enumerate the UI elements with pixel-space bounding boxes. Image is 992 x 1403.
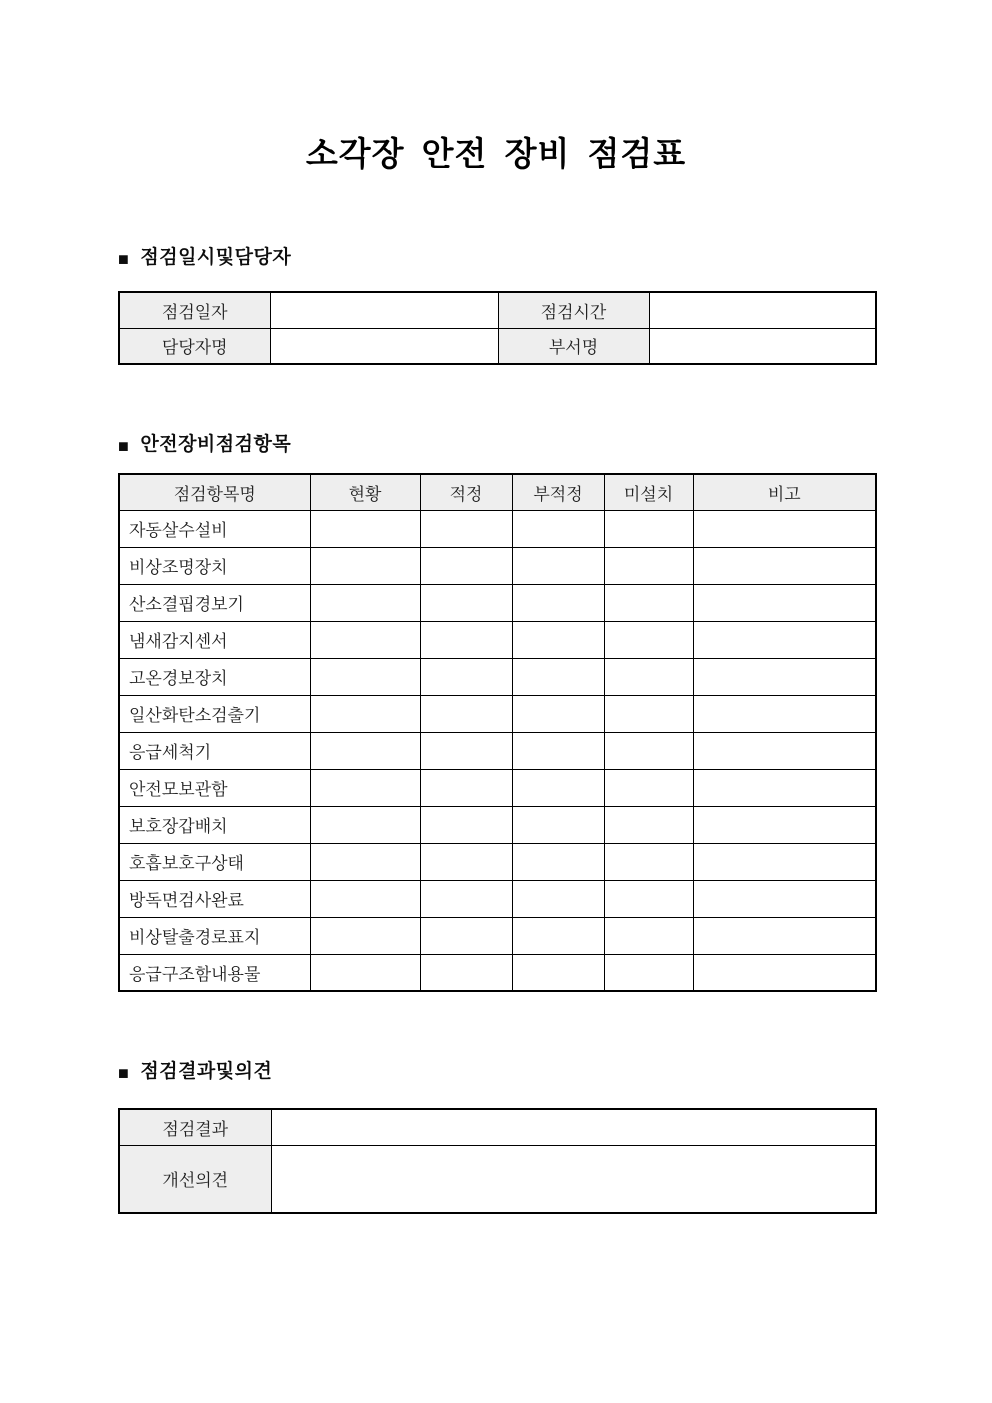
not-installed-cell — [604, 843, 693, 880]
field-label: 점검시간 — [498, 292, 649, 328]
field-value — [271, 1109, 876, 1145]
item-name-cell: 냄새감지센서 — [119, 621, 310, 658]
field-value — [270, 328, 498, 364]
equipment-item-row — [119, 806, 876, 843]
adequate-cell — [420, 510, 512, 547]
field-value — [649, 292, 876, 328]
not-installed-cell — [604, 917, 693, 954]
remarks-cell — [693, 954, 876, 991]
not-installed-cell — [604, 880, 693, 917]
remarks-cell — [693, 695, 876, 732]
adequate-cell — [420, 880, 512, 917]
item-name-cell: 자동살수설비 — [119, 510, 310, 547]
inadequate-cell — [512, 584, 604, 621]
equipment-table-header — [119, 474, 876, 510]
adequate-cell — [420, 547, 512, 584]
equipment-item-row — [119, 658, 876, 695]
not-installed-cell — [604, 769, 693, 806]
remarks-cell — [693, 658, 876, 695]
item-name-cell: 호흡보호구상태 — [119, 843, 310, 880]
section-heading-equipment-items — [118, 434, 291, 456]
status-cell — [310, 732, 420, 769]
item-name-cell: 보호장갑배치 — [119, 806, 310, 843]
equipment-item-row — [119, 510, 876, 547]
status-cell — [310, 806, 420, 843]
remarks-cell — [693, 621, 876, 658]
section-title-equipment-items: 안전장비점검항목 — [140, 434, 292, 455]
inadequate-cell — [512, 917, 604, 954]
not-installed-cell — [604, 658, 693, 695]
remarks-cell — [693, 843, 876, 880]
inspection-info-table — [118, 291, 877, 365]
remarks-cell — [693, 769, 876, 806]
item-name-cell: 응급세척기 — [119, 732, 310, 769]
field-label: 개선의견 — [119, 1145, 271, 1213]
not-installed-cell — [604, 621, 693, 658]
inadequate-cell — [512, 843, 604, 880]
item-name-cell: 산소결핍경보기 — [119, 584, 310, 621]
not-installed-cell — [604, 510, 693, 547]
status-cell — [310, 769, 420, 806]
not-installed-cell — [604, 547, 693, 584]
equipment-item-row — [119, 843, 876, 880]
inspection-info-table-body — [119, 292, 876, 364]
section-title-results: 점검결과및의견 — [140, 1061, 273, 1082]
inadequate-cell — [512, 880, 604, 917]
inadequate-cell — [512, 954, 604, 991]
status-cell — [310, 843, 420, 880]
adequate-cell — [420, 732, 512, 769]
item-name-cell: 방독면검사완료 — [119, 880, 310, 917]
status-cell — [310, 658, 420, 695]
status-cell — [310, 621, 420, 658]
not-installed-cell — [604, 584, 693, 621]
equipment-item-row — [119, 769, 876, 806]
item-name-cell: 비상조명장치 — [119, 547, 310, 584]
not-installed-cell — [604, 732, 693, 769]
inadequate-cell — [512, 547, 604, 584]
square-bullet-icon: ■ — [118, 249, 130, 269]
status-cell — [310, 917, 420, 954]
square-bullet-icon: ■ — [118, 436, 130, 456]
section-heading-inspection-info — [118, 247, 291, 269]
result-row — [119, 1145, 876, 1213]
remarks-cell — [693, 584, 876, 621]
column-header: 현황 — [310, 474, 420, 510]
inadequate-cell — [512, 658, 604, 695]
equipment-header-row — [119, 474, 876, 510]
field-value — [649, 328, 876, 364]
inadequate-cell — [512, 510, 604, 547]
section-heading-results — [118, 1061, 272, 1083]
field-label: 점검결과 — [119, 1109, 271, 1145]
inspection-info-row — [119, 292, 876, 328]
item-name-cell: 고온경보장치 — [119, 658, 310, 695]
field-value — [271, 1145, 876, 1213]
remarks-cell — [693, 917, 876, 954]
column-header: 비고 — [693, 474, 876, 510]
adequate-cell — [420, 695, 512, 732]
item-name-cell: 안전모보관함 — [119, 769, 310, 806]
equipment-table-body — [119, 510, 876, 991]
item-name-cell: 응급구조함내용물 — [119, 954, 310, 991]
column-header: 적정 — [420, 474, 512, 510]
field-label: 담당자명 — [119, 328, 270, 364]
status-cell — [310, 547, 420, 584]
inadequate-cell — [512, 769, 604, 806]
equipment-item-row — [119, 621, 876, 658]
adequate-cell — [420, 806, 512, 843]
column-header: 점검항목명 — [119, 474, 310, 510]
status-cell — [310, 695, 420, 732]
remarks-cell — [693, 732, 876, 769]
field-value — [270, 292, 498, 328]
equipment-item-row — [119, 547, 876, 584]
equipment-item-row — [119, 732, 876, 769]
adequate-cell — [420, 621, 512, 658]
adequate-cell — [420, 917, 512, 954]
item-name-cell: 비상탈출경로표지 — [119, 917, 310, 954]
field-label: 부서명 — [498, 328, 649, 364]
column-header: 미설치 — [604, 474, 693, 510]
adequate-cell — [420, 658, 512, 695]
adequate-cell — [420, 584, 512, 621]
inadequate-cell — [512, 732, 604, 769]
adequate-cell — [420, 843, 512, 880]
inadequate-cell — [512, 695, 604, 732]
not-installed-cell — [604, 954, 693, 991]
remarks-cell — [693, 510, 876, 547]
square-bullet-icon: ■ — [118, 1063, 130, 1083]
not-installed-cell — [604, 695, 693, 732]
result-table-body — [119, 1109, 876, 1213]
equipment-checklist-table — [118, 473, 877, 992]
inspection-result-table — [118, 1108, 877, 1214]
section-title-inspection-info: 점검일시및담당자 — [140, 247, 292, 268]
status-cell — [310, 880, 420, 917]
equipment-item-row — [119, 584, 876, 621]
equipment-item-row — [119, 954, 876, 991]
remarks-cell — [693, 880, 876, 917]
inadequate-cell — [512, 621, 604, 658]
equipment-item-row — [119, 880, 876, 917]
status-cell — [310, 954, 420, 991]
column-header: 부적정 — [512, 474, 604, 510]
item-name-cell: 일산화탄소검출기 — [119, 695, 310, 732]
status-cell — [310, 584, 420, 621]
remarks-cell — [693, 547, 876, 584]
field-label: 점검일자 — [119, 292, 270, 328]
document-title: 소각장 안전 장비 점검표 — [305, 135, 687, 172]
remarks-cell — [693, 806, 876, 843]
inspection-info-row — [119, 328, 876, 364]
status-cell — [310, 510, 420, 547]
equipment-item-row — [119, 917, 876, 954]
not-installed-cell — [604, 806, 693, 843]
equipment-item-row — [119, 695, 876, 732]
adequate-cell — [420, 769, 512, 806]
inadequate-cell — [512, 806, 604, 843]
result-row — [119, 1109, 876, 1145]
adequate-cell — [420, 954, 512, 991]
